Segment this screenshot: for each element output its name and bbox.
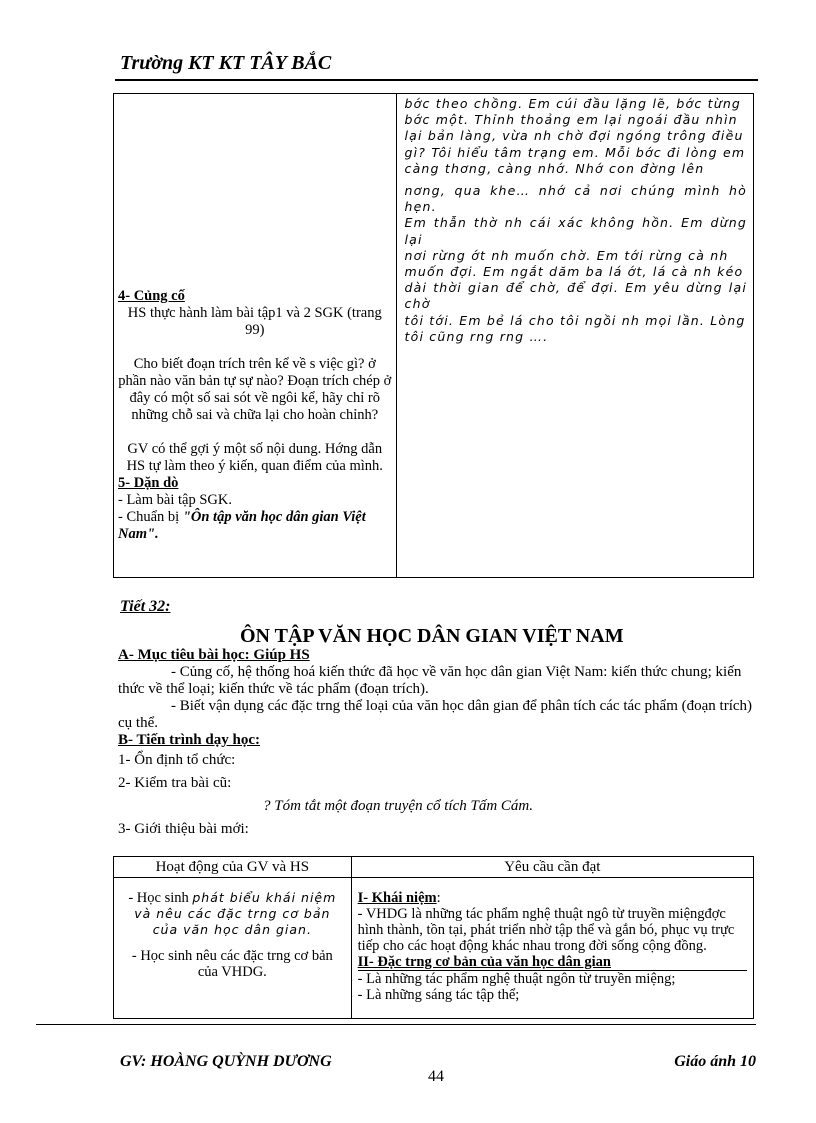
dan-do-item-2: - Chuẩn bị "Ôn tập văn học dân gian Việt Nam".: [118, 509, 366, 542]
story-line: lại bản làng, vừa nh chờ đợi ngóng trông điều: [404, 128, 744, 144]
story-line: muốn đợi. Em ngắt dăm ba lá ớt, lá cà nh kéo: [404, 264, 744, 280]
procedure-step-3: 3- Giới thiệu bài mới:: [118, 821, 249, 837]
book-title: Giáo ánh 10: [674, 1053, 756, 1070]
footer-rule: [36, 1024, 756, 1025]
left-cell: [114, 94, 397, 578]
story-excerpt: [397, 94, 754, 345]
cung-co-guide: GV có thể gợi ý một số nội dung. Hớng dẫn HS tự làm theo ý kiến, quan điểm của mình.: [126, 441, 383, 474]
procedure-question: ? Tóm tắt một đoạn truyện cổ tích Tấm Cám.: [263, 798, 533, 814]
dan-do-item-1: - Làm bài tập SGK.: [118, 492, 232, 508]
activity-column: [114, 857, 352, 1019]
dan-do-heading: 5- Dặn dò: [118, 475, 179, 491]
requirement-cell: [352, 878, 753, 1003]
activity-item-1: - Học sinh phát biểu khái niệm và nêu các đặc trng cơ bản của văn học dân gian.: [128, 890, 337, 937]
activity-table-top: [113, 93, 754, 578]
right-cell: [396, 94, 754, 578]
requirement-column: [351, 857, 753, 1019]
activity-table-bottom: [113, 856, 754, 1019]
lesson-title: ÔN TẬP VĂN HỌC DÂN GIAN VIỆT NAM: [240, 625, 624, 647]
objective-1: - Củng cố, hệ thống hoá kiến thức đã học về văn học dân gian Việt Nam: kiến thức chung; kiến thức về thể loại; kiến thức về tác phẩm (đoạn trích).: [118, 664, 742, 697]
teacher-name: GV: HOÀNG QUỲNH DƯƠNG: [120, 1053, 332, 1070]
features-heading: II- Đặc trng cơ bản của văn học dân gian: [357, 954, 611, 970]
objective-2: - Biết vận dụng các đặc trng thể loại của văn học dân gian để phân tích các tác phẩm (đoạn trích) cụ thể.: [118, 698, 753, 731]
concept-heading: I- Khái niệm:: [357, 890, 441, 906]
col-header-requirement: Yêu cầu cần đạt: [352, 857, 753, 878]
story-line: tôi cũng rng rng ….: [404, 328, 549, 344]
story-line: bớc theo chồng. Em cúi đầu lặng lẽ, bớc từng: [404, 96, 742, 111]
feature-2: - Là những sáng tác tập thể;: [357, 987, 520, 1003]
col-header-activity: Hoạt động của GV và HS: [114, 857, 351, 878]
activity-item-2: - Học sinh nêu các đặc trng cơ bản của VHDG.: [131, 948, 333, 980]
school-header: Trường KT KT TÂY BẮC: [120, 52, 332, 74]
lesson-number: Tiết 32:: [120, 598, 171, 615]
left-cell-content: [118, 288, 392, 543]
procedure-heading: B- Tiến trình dạy học:: [118, 732, 260, 748]
story-line: nơng, qua khe… nhớ cả nơi chúng mình hò hẹn.: [404, 183, 747, 215]
story-line: dài thời gian để chờ, để đợi. Em yêu dừng lại chờ: [404, 280, 747, 312]
story-line: gì? Tôi hiểu tâm trạng em. Mỗi bớc đi lòng em: [404, 144, 746, 160]
story-line: tôi tới. Em bẻ lá cho tôi ngồi nh mọi lần. Lòng: [404, 312, 746, 328]
procedure-step-1: 1- Ổn định tổ chức:: [118, 752, 236, 768]
cung-co-heading: 4- Củng cố: [118, 288, 185, 304]
cung-co-exercise: HS thực hành làm bài tập1 và 2 SGK (trang 99): [127, 305, 382, 338]
story-line: nơi rừng ớt nh muốn chờ. Em tới rừng cà nh: [404, 247, 729, 263]
objectives-section: [118, 647, 754, 838]
page-number: 44: [428, 1068, 444, 1085]
concept-definition: - VHDG là những tác phẩm nghệ thuật ngô từ truyền miệngđợc hình thành, tồn tại, phát triển nhờ tập thể và gắn bó, phục vụ trực tiếp cho các hoạt động khác nhau trong đời sống cộng đồng.: [357, 906, 735, 954]
objectives-heading: A- Mục tiêu bài học: Giúp HS: [118, 647, 310, 663]
story-line: Em thẫn thờ nh cái xác không hồn. Em dừng lại: [404, 215, 747, 247]
procedure-step-2: 2- Kiểm tra bài cũ:: [118, 775, 232, 791]
cung-co-question: Cho biết đoạn trích trên kể về s việc gì? ở phần nào văn bản tự sự nào? Đoạn trích chép ở đây có một số sai sót về ngôi kể, hãy chỉ rõ những chỗ sai và chữa lại cho hoàn chỉnh?: [118, 356, 392, 423]
story-line: bớc một. Thỉnh thoảng em lại ngoái đầu nhìn: [404, 112, 738, 128]
story-line: càng thơng, càng nhớ. Nhớ con đờng lên: [404, 160, 705, 176]
activity-cell: [114, 878, 351, 980]
header-rule: [115, 79, 758, 81]
feature-1: - Là những tác phẩm nghệ thuật ngôn từ truyền miệng;: [358, 970, 747, 987]
